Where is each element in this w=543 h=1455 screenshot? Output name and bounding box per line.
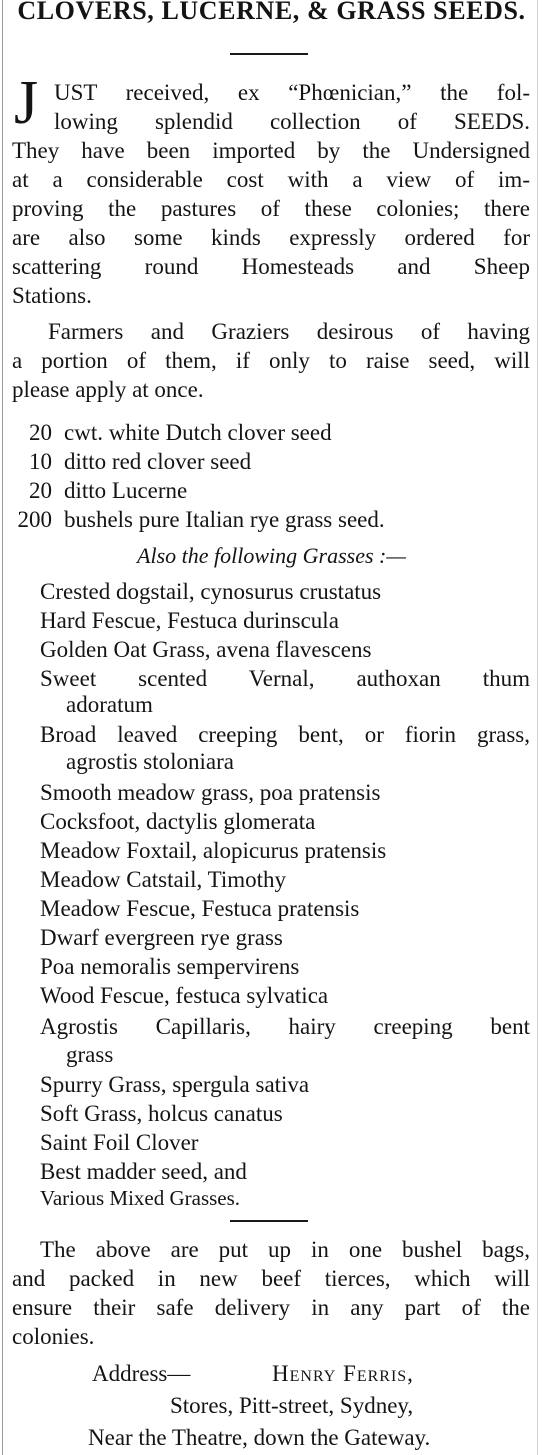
grass-item: Poa nemoralis sempervirens (40, 954, 300, 979)
advertisement-heading: CLOVERS, LUCERNE, & GRASS SEEDS. (17, 0, 526, 25)
quantity-row (0, 505, 385, 534)
address-line: Stores, Pitt-street, Sydney, (170, 1393, 414, 1418)
intro-line: They have been imported by the Undersigned (12, 138, 530, 163)
grass-item: Meadow Foxtail, alopicurus pratensis (40, 838, 387, 863)
intro-line: proving the pastures of these colonies; there (12, 196, 530, 221)
closing-line: ensure their safe delivery in any part of the (12, 1295, 530, 1320)
intro-line: UST received, ex “Phœnician,” the fol- (54, 80, 530, 105)
grass-item-continuation: agrostis stoloniara (66, 749, 234, 774)
closing-line: and packed in new beef tierces, which will (12, 1266, 530, 1291)
closing-line: The above are put up in one bushel bags, (40, 1237, 530, 1262)
grass-item: Hard Fescue, Festuca durinscula (40, 608, 339, 633)
grass-item: Meadow Catstail, Timothy (40, 867, 286, 892)
grass-item: Cocksfoot, dactylis glomerata (40, 809, 316, 834)
grass-item-continuation: grass (66, 1042, 114, 1067)
quantity-row (0, 476, 187, 505)
advertiser-name: Henry Ferris, (272, 1361, 414, 1386)
grass-item: Saint Foil Clover (40, 1130, 199, 1155)
divider-rule-top (230, 53, 308, 55)
intro-line: at a considerable cost with a view of im- (12, 167, 530, 192)
quantity-amount: 200 (17, 507, 52, 532)
grass-item: Sweet scented Vernal, authoxan thum (40, 666, 530, 691)
quantity-row (0, 418, 332, 447)
address-label: Address— (92, 1361, 191, 1386)
closing-line: colonies. (12, 1324, 95, 1349)
grass-item: Meadow Fescue, Festuca pratensis (40, 896, 360, 921)
grass-item: Soft Grass, holcus canatus (40, 1101, 283, 1126)
grass-item: Smooth meadow grass, poa pratensis (40, 780, 381, 805)
quantity-amount: 10 (29, 449, 52, 474)
quantity-description: cwt. white Dutch clover seed (64, 420, 332, 445)
quantity-description: ditto Lucerne (64, 478, 188, 503)
farmers-line: a portion of them, if only to raise seed, will (12, 348, 530, 373)
intro-line: scattering round Homesteads and Sheep (12, 254, 530, 279)
grasses-subheading: Also the following Grasses :— (137, 543, 406, 568)
column-border-right (537, 0, 538, 1455)
quantity-description: bushels pure Italian rye grass seed. (64, 507, 385, 532)
quantity-amount: 20 (29, 420, 52, 445)
grass-item: Broad leaved creeping bent, or fiorin grass, (40, 722, 530, 747)
grass-item-continuation: adoratum (66, 692, 153, 717)
drop-cap: J (14, 69, 39, 137)
grass-item: Crested dogstail, cynosurus crustatus (40, 579, 382, 604)
quantity-amount: 20 (29, 478, 52, 503)
quantity-row (0, 447, 251, 476)
intro-line: Stations. (12, 283, 92, 308)
column-border-left (2, 0, 3, 1455)
divider-rule-bottom (230, 1220, 308, 1222)
address-line: Near the Theatre, down the Gateway. (88, 1425, 431, 1450)
quantity-description: ditto red clover seed (64, 449, 252, 474)
intro-line: are also some kinds expressly ordered for (12, 225, 530, 250)
grass-item: Best madder seed, and (40, 1159, 247, 1184)
grass-item: Dwarf evergreen rye grass (40, 925, 283, 950)
grass-item: Wood Fescue, festuca sylvatica (40, 983, 329, 1008)
grass-item: Various Mixed Grasses. (40, 1186, 241, 1210)
grass-item: Agrostis Capillaris, hairy creeping bent (40, 1014, 530, 1039)
farmers-line: please apply at once. (12, 377, 204, 402)
grass-item: Spurry Grass, spergula sativa (40, 1072, 310, 1097)
grass-item: Golden Oat Grass, avena flavescens (40, 637, 372, 662)
farmers-line: Farmers and Graziers desirous of having (48, 319, 530, 344)
intro-line: lowing splendid collection of SEEDS. (54, 109, 530, 134)
